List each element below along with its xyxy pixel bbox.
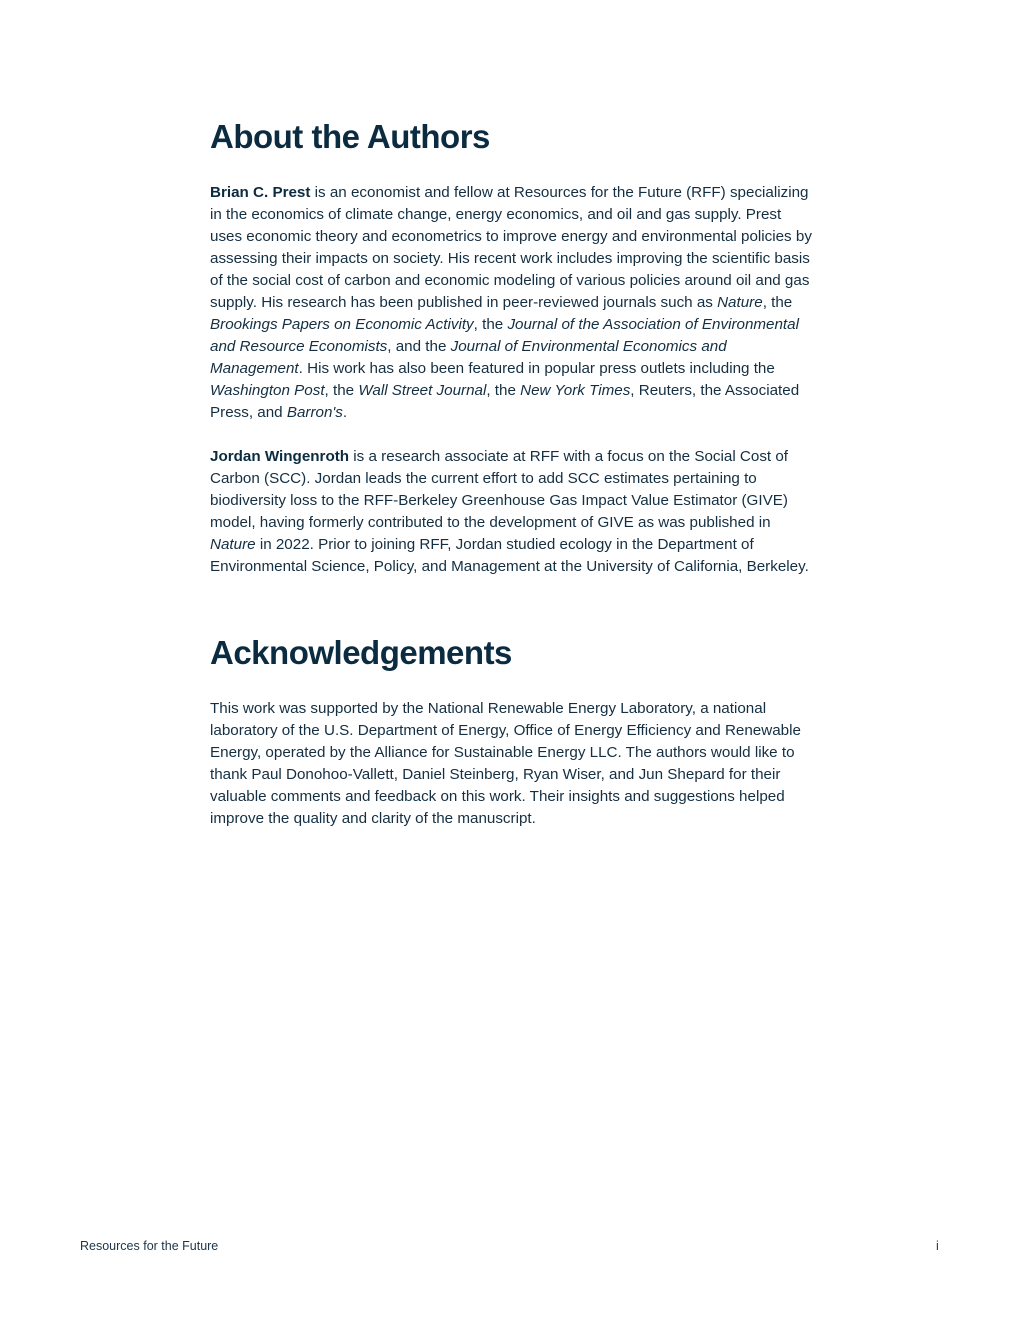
wingenroth-bio: Jordan Wingenroth is a research associate at RFF with a focus on the Social Cost of Carbon (SCC). Jordan leads the current effort to add SCC estimates pertaining to biodiversity loss to the RFF-Berkeley Greenhouse Gas Impact Value Estimator (GIVE) model, having formerly contributed to the development of GIVE as was published in Nature in 2022. Prior to joining RFF, Jordan studied ecology in the Department of Environmental Science, Policy, and Management at the University of California, Berkeley. [210,448,809,575]
footer-organization: Resources for the Future [80,1239,219,1253]
page-content [210,112,816,852]
page-number: i [936,1239,939,1253]
wingenroth-name: Jordan Wingenroth [210,448,350,465]
about-heading: About the Authors [210,118,490,155]
prest-name: Brian C. Prest [210,184,311,201]
prest-bio: Brian C. Prest is an economist and fellow at Resources for the Future (RFF) specializing in the economics of climate change, energy economics, and oil and gas supply. Prest uses economic theory and econometrics to improve energy and environmental policies by assessing their impacts on society. His recent work includes improving the scientific basis of the social cost of carbon and economic modeling of various policies around oil and gas supply. His research has been published in peer-reviewed journals such as Nature, the Brookings Papers on Economic Activity, the Journal of the Association of Environmental and Resource Economists, and the Journal of Environmental Economics and Management. His work has also been featured in popular press outlets including the Washington Post, the Wall Street Journal, the New York Times, Reuters, the Associated Press, and Barron's. [210,184,812,421]
acknowledgements-text: This work was supported by the National Renewable Energy Laboratory, a national laboratory of the U.S. Department of Energy, Office of Energy Efficiency and Renewable Energy, operated by the Alliance for Sustainable Energy LLC. The authors would like to thank Paul Donohoo-Vallett, Daniel Steinberg, Ryan Wiser, and Jun Shepard for their valuable comments and feedback on this work. Their insights and suggestions helped improve the quality and clarity of the manuscript. [210,700,801,827]
acknowledgements-heading: Acknowledgements [210,634,512,671]
